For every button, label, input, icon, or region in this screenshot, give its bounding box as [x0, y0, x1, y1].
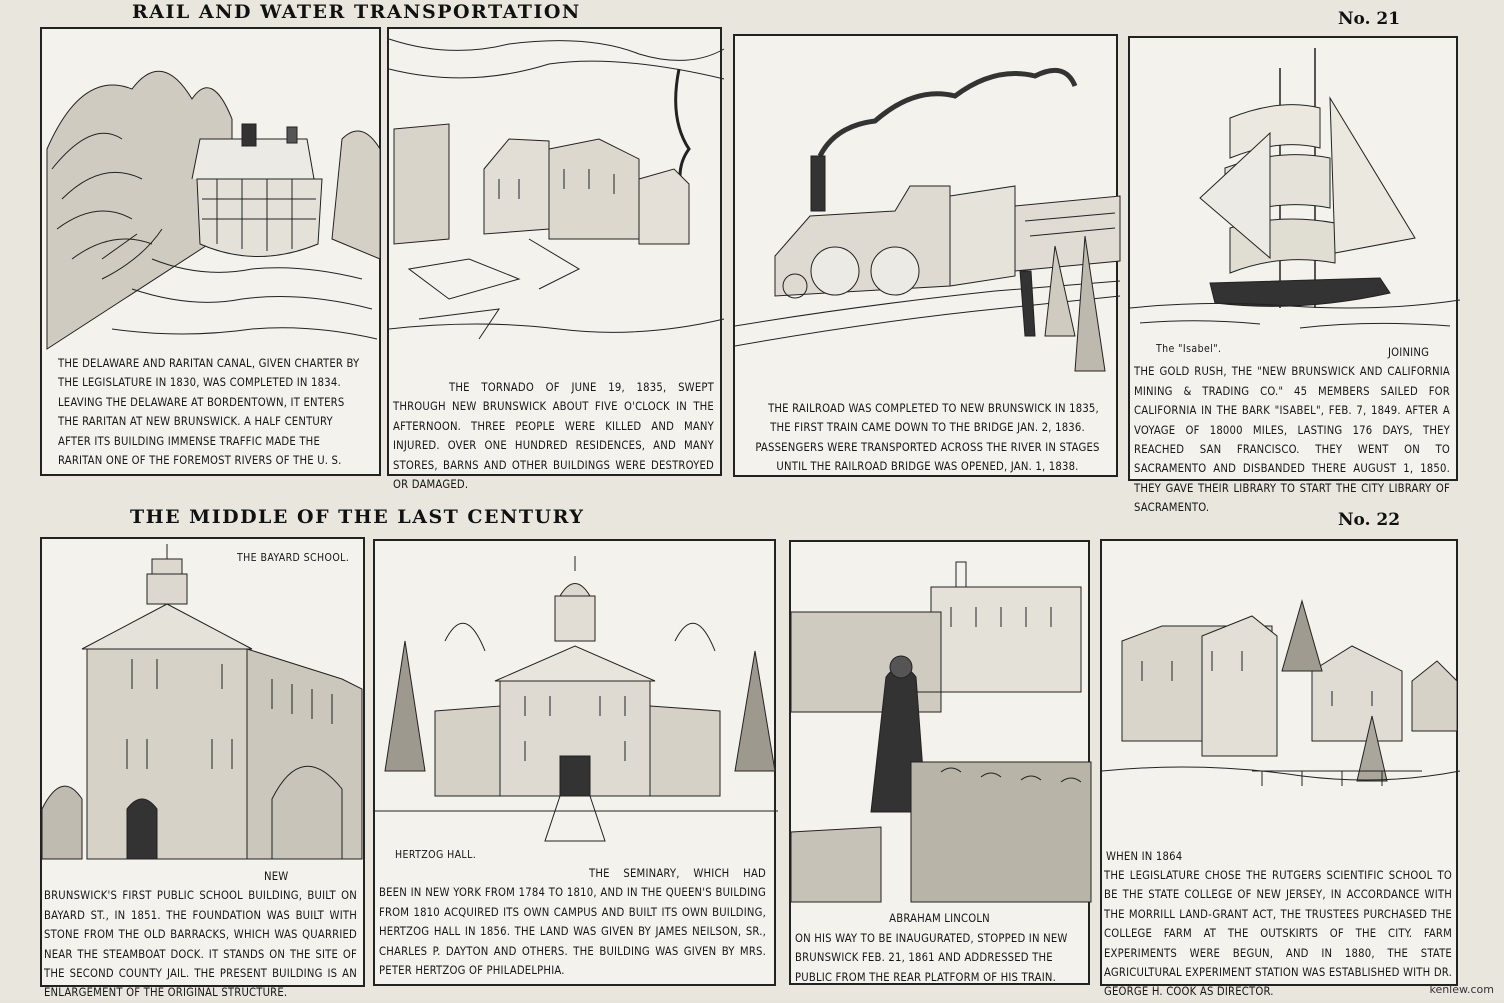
panel-bayard-school: [40, 537, 365, 1000]
panel-isabel: [1128, 36, 1458, 515]
plate-21-title: RAIL AND WATER TRANSPORTATION: [132, 1, 581, 23]
bayard-school-label: THE BAYARD SCHOOL.: [237, 552, 350, 564]
panel-hertzog-hall: [373, 539, 776, 986]
bayard-school-caption: NEW BRUNSWICK'S FIRST PUBLIC SCHOOL BUILDING, BUILT ON BAYARD ST., IN 1851. THE FOUNDATION WAS BUILT WITH STONE FROM THE OLD BARRACKS, WHICH WAS QUARRIED NEAR THE STEAMBOAT DOCK. IT STANDS ON THE SITE OF THE SECOND COUNTY JAIL. THE PRESENT BUILDING IS AN ENLARGEMENT OF THE ORIGINAL STRUCTURE.: [44, 870, 357, 1000]
plate-22-number: No. 22: [1338, 510, 1401, 530]
tornado-caption: THE TORNADO OF JUNE 19, 1835, SWEPT THROUGH NEW BRUNSWICK ABOUT FIVE O'CLOCK IN THE AFTERNOON. THREE PEOPLE WERE KILLED AND MANY INJURED. OVER ONE HUNDRED RESIDENCES, AND MANY STORES, BARNS AND OTHER BUILDINGS WERE DESTROYED OR DAMAGED.: [393, 381, 714, 492]
sailing-ship-illustration: [1130, 38, 1460, 348]
college-farm-illustration: [1102, 541, 1460, 831]
hertzog-hall-illustration: [375, 541, 778, 851]
panel-railroad: [733, 34, 1118, 477]
college-farm-label: WHEN IN 1864: [1106, 850, 1183, 863]
railroad-caption: THE RAILROAD WAS COMPLETED TO NEW BRUNSWICK IN 1835, THE FIRST TRAIN CAME DOWN TO THE BRIDGE JAN. 2, 1836. PASSENGERS WERE TRANSPORTED ACROSS THE RIVER IN STAGES UNTIL THE RAILROAD BRIDGE WAS OPENED, JAN. 1, 1838.: [755, 402, 1100, 474]
lincoln-speech-illustration: [791, 542, 1092, 902]
canal-boat-illustration: [42, 29, 383, 359]
bayard-school-illustration: [42, 539, 367, 869]
panel-tornado: [387, 27, 722, 492]
isabel-caption: JOINING THE GOLD RUSH, THE "NEW BRUNSWICK AND CALIFORNIA MINING & TRADING CO." 45 MEMBERS SAILED FOR CALIFORNIA IN THE BARK "ISABEL", FEB. 7, 1849. AFTER A VOYAGE OF 18000 MILES, LASTING 176 DAYS, THEY REACHED SAN FRANCISCO. THEY WENT ON TO SACRAMENTO AND DISBANDED THERE AUGUST 1, 1850. THEY GAVE THEIR LIBRARY TO START THE CITY LIBRARY OF SACRAMENTO.: [1134, 346, 1450, 515]
locomotive-illustration: [735, 36, 1120, 381]
source-watermark: kenlew.com: [1429, 983, 1494, 996]
lincoln-caption: ON HIS WAY TO BE INAUGURATED, STOPPED IN NEW BRUNSWICK FEB. 21, 1861 AND ADDRESSED THE PUBLIC FROM THE REAR PLATFORM OF HIS TRAIN.: [795, 932, 1068, 984]
plate-22-title: THE MIDDLE OF THE LAST CENTURY: [130, 506, 585, 528]
college-farm-caption: THE LEGISLATURE CHOSE THE RUTGERS SCIENTIFIC SCHOOL TO BE THE STATE COLLEGE OF NEW JERSEY, IN ACCORDANCE WITH THE MORRILL LAND-GRANT ACT, THE TRUSTEES PURCHASED THE COLLEGE FARM AT THE OUTSKIRTS OF THE CITY. FARM EXPERIMENTS WERE BEGUN, AND IN 1880, THE STATE AGRICULTURAL EXPERIMENT STATION WAS ESTABLISHED WITH DR. GEORGE H. COOK AS DIRECTOR.: [1104, 869, 1452, 999]
tornado-illustration: [389, 29, 724, 374]
hertzog-hall-label: HERTZOG HALL.: [395, 849, 477, 861]
panel-college-farm: [1100, 539, 1458, 999]
hertzog-hall-caption: THE SEMINARY, WHICH HAD BEEN IN NEW YORK FROM 1784 TO 1810, AND IN THE QUEEN'S BUILDING FROM 1810 ACQUIRED ITS OWN CAMPUS AND BUILT ITS OWN BUILDING, HERTZOG HALL IN 1856. THE LAND WAS GIVEN BY JAMES NEILSON, SR., CHARLES P. DAYTON AND OTHERS. THE BUILDING WAS GIVEN BY MRS. PETER HERTZOG OF PHILADELPHIA.: [379, 867, 766, 978]
isabel-label: The "Isabel".: [1156, 343, 1222, 355]
lincoln-label: ABRAHAM LINCOLN: [889, 912, 990, 925]
canal-caption: THE DELAWARE AND RARITAN CANAL, GIVEN CHARTER BY THE LEGISLATURE IN 1830, WAS COMPLETED IN 1834. LEAVING THE DELAWARE AT BORDENTOWN, IT ENTERS THE RARITAN AT NEW BRUNSWICK. A HALF CENTURY AFTER ITS BUILDING IMMENSE TRAFFIC MADE THE RARITAN ONE OF THE FOREMOST RIVERS OF THE U. S.: [58, 357, 360, 468]
panel-lincoln: [789, 540, 1090, 985]
panel-canal: [40, 27, 381, 476]
plate-21-number: No. 21: [1338, 9, 1401, 29]
